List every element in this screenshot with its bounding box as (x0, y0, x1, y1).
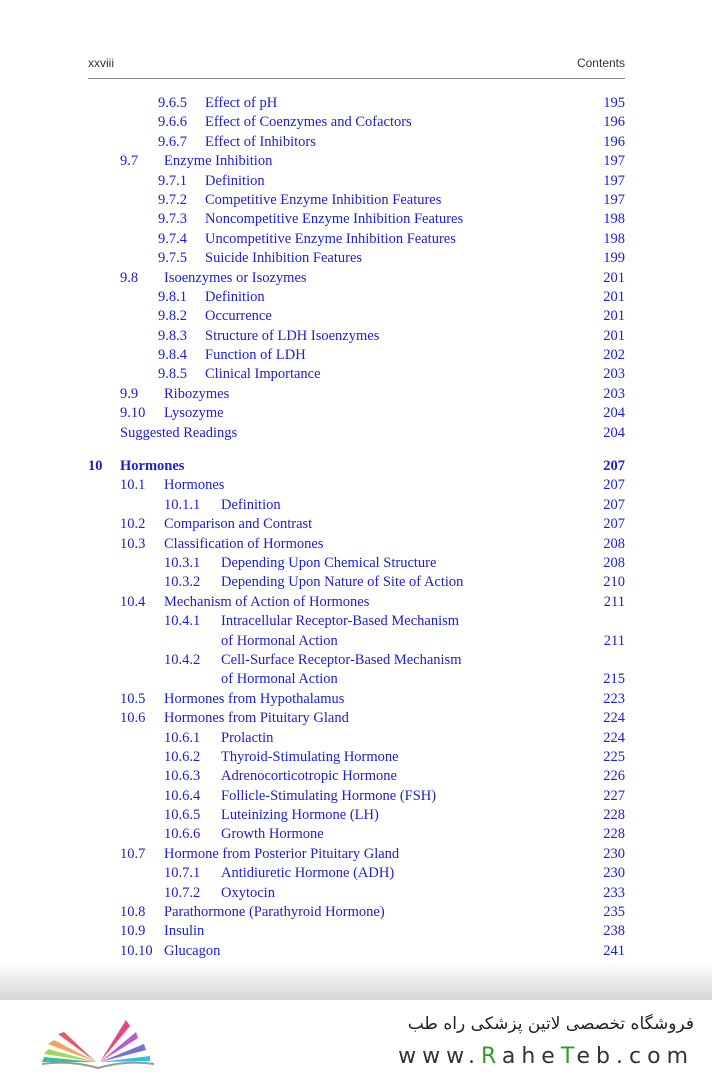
toc-entry-page: 225 (603, 748, 625, 765)
toc-entry-title: Luteinizing Hormone (LH) (221, 807, 379, 824)
toc-entry-page: 208 (603, 535, 625, 552)
toc-entry[interactable] (88, 806, 625, 825)
toc-entry-page: 238 (603, 923, 625, 940)
toc-entry-number: 9.6.7 (158, 133, 187, 150)
toc-entry[interactable] (88, 709, 625, 728)
open-book-logo-icon (38, 1014, 158, 1070)
url-part: www. (398, 1044, 482, 1069)
toc-entry-title: Glucagon (164, 942, 221, 959)
toc-entry-number: 9.6.5 (158, 95, 187, 111)
toc-entry-number: 9.8.3 (158, 327, 187, 344)
toc-entry[interactable] (88, 249, 625, 268)
toc-entry-page: 196 (603, 133, 625, 150)
toc-entry-page: 215 (603, 671, 625, 688)
toc-entry-title: Enzyme Inhibition (164, 153, 273, 170)
toc-entry-number: 9.9 (120, 385, 139, 402)
toc-entry-page: 207 (603, 516, 625, 533)
url-part: T (560, 1044, 577, 1069)
toc-entry-number: 10.6.2 (164, 748, 201, 765)
toc-entry-page: 198 (603, 211, 625, 228)
toc-entry-title: Intracellular Receptor-Based Mechanism (221, 613, 460, 630)
toc-entry[interactable] (88, 385, 625, 404)
toc-entry-number: 9.6.6 (158, 114, 187, 131)
toc-entry-page: 208 (603, 554, 625, 571)
toc-entry[interactable] (88, 133, 625, 152)
toc-entry-page: 196 (603, 114, 625, 131)
toc-entry-number: 10.4.1 (164, 613, 201, 630)
toc-entry-page: 233 (603, 884, 625, 901)
toc-entry-page: 207 (603, 477, 625, 494)
toc-entry-page: 228 (603, 807, 625, 824)
chapter-gap (88, 443, 625, 457)
toc-entry-title: Definition (221, 496, 281, 513)
toc-entry-title: Classification of Hormones (164, 535, 324, 552)
toc-entry-number: 10.3.2 (164, 574, 201, 591)
toc-entry-number: 10.8 (120, 904, 146, 921)
toc-entry-page: 230 (603, 865, 625, 882)
toc-entry-title: Hormones (120, 458, 185, 475)
toc-entry-page: 197 (603, 153, 625, 170)
toc-entry-number: 10.6.6 (164, 826, 201, 843)
toc-entry-title: Hormones from Pituitary Gland (164, 710, 349, 727)
toc-entry-title: Suggested Readings (120, 424, 238, 441)
toc-entry[interactable] (88, 230, 625, 249)
toc-entry[interactable] (88, 327, 625, 346)
toc-entry-page: 227 (603, 787, 625, 804)
toc-entry-number: 9.8.2 (158, 308, 187, 325)
toc-entry-page: 224 (603, 729, 625, 746)
toc-entry[interactable] (88, 496, 625, 515)
toc-entry-title: Parathormone (Parathyroid Hormone) (164, 904, 385, 921)
toc-entry-page: 201 (603, 327, 625, 344)
toc-entry-title: Function of LDH (205, 347, 306, 364)
toc-entry[interactable] (88, 670, 625, 689)
toc-entry-page: 223 (603, 690, 625, 707)
header-rule (88, 78, 625, 79)
toc-entry-title: Definition (205, 288, 265, 305)
toc-entry-title: Ribozymes (164, 385, 230, 402)
toc-entry[interactable] (88, 632, 625, 651)
toc-entry-page: 207 (603, 496, 625, 513)
toc-entry[interactable] (88, 288, 625, 307)
toc-entry-page: 241 (603, 942, 625, 959)
toc-entry-page: 211 (603, 632, 625, 649)
toc-entry-title: Structure of LDH Isoenzymes (205, 327, 380, 344)
toc-entry[interactable] (88, 573, 625, 592)
toc-entry[interactable] (88, 515, 625, 534)
toc-entry[interactable] (88, 690, 625, 709)
toc-entry-title: of Hormonal Action (221, 671, 338, 688)
toc-entry-title: Hormone from Posterior Pituitary Gland (164, 845, 400, 862)
toc-entry-number: 10.6 (120, 710, 146, 727)
toc-entry[interactable] (88, 424, 625, 443)
toc-entry-page: 224 (603, 710, 625, 727)
toc-entry-number: 10.6.4 (164, 787, 201, 804)
toc-entry-page: 228 (603, 826, 625, 843)
toc-entry-page: 230 (603, 845, 625, 862)
toc-entry-page: 210 (603, 574, 625, 591)
toc-entry-page: 202 (603, 347, 625, 364)
toc-entry-number: 9.7.4 (158, 230, 187, 247)
toc-entry-title: Hormones (164, 477, 225, 494)
toc-entry-number: 10.3.1 (164, 554, 201, 571)
toc-entry-title: Cell-Surface Receptor-Based Mechanism (221, 651, 462, 668)
toc-entry-title: Competitive Enzyme Inhibition Features (205, 191, 442, 208)
toc-entry[interactable] (88, 651, 625, 670)
toc-entry-number: 10.1.1 (164, 496, 201, 513)
toc-entry-title: Antidiuretic Hormone (ADH) (221, 865, 395, 882)
toc-entry[interactable] (88, 365, 625, 384)
toc-entry-title: Definition (205, 172, 265, 189)
toc-entry-number: 10.7 (120, 845, 146, 862)
toc-entry-number: 9.8.1 (158, 288, 187, 305)
toc-entry-page: 197 (603, 172, 625, 189)
toc-entry[interactable] (88, 113, 625, 132)
toc-entry[interactable] (88, 825, 625, 844)
toc-entry-number: 9.7 (120, 153, 139, 170)
toc-entry-page: 201 (603, 288, 625, 305)
toc-entry-title: Depending Upon Nature of Site of Action (221, 574, 464, 591)
toc-entry[interactable] (88, 612, 625, 631)
toc-entry-number: 10.7.1 (164, 865, 201, 882)
toc-entry[interactable] (88, 845, 625, 864)
toc-entry-title: Oxytocin (221, 884, 275, 901)
toc-entry-page: 203 (603, 366, 625, 383)
toc-entry-number: 9.8 (120, 269, 139, 286)
toc-entry-page: 195 (603, 95, 625, 111)
toc-entry[interactable] (88, 864, 625, 883)
toc-entry-page: 207 (603, 458, 625, 475)
page-number: xxviii (88, 56, 114, 70)
toc-entry[interactable] (88, 172, 625, 191)
toc-entry[interactable] (88, 152, 625, 171)
store-name: فروشگاه تخصصی لاتین پزشکی راه طب (407, 1014, 694, 1034)
running-head-section: Contents (576, 56, 625, 70)
toc-entry-page: 198 (603, 230, 625, 247)
toc-entry[interactable] (88, 767, 625, 786)
toc-entry-number: 10.4 (120, 593, 146, 610)
toc-entry[interactable] (88, 884, 625, 903)
store-url[interactable] (398, 1044, 694, 1069)
table-of-contents (88, 94, 625, 961)
toc-entry[interactable] (88, 922, 625, 941)
toc-entry-page: 211 (603, 593, 625, 610)
toc-entry-page: 204 (603, 405, 625, 422)
toc-entry-number: 10.6.5 (164, 807, 201, 824)
toc-entry[interactable] (88, 346, 625, 365)
toc-entry-title: Occurrence (205, 308, 272, 325)
toc-entry[interactable] (88, 307, 625, 326)
toc-entry[interactable] (88, 191, 625, 210)
toc-entry[interactable] (88, 729, 625, 748)
toc-entry-title: Suicide Inhibition Features (205, 250, 363, 267)
toc-entry-title: of Hormonal Action (221, 632, 338, 649)
toc-entry-page: 197 (603, 191, 625, 208)
toc-entry[interactable] (88, 554, 625, 573)
toc-entry-title: Depending Upon Chemical Structure (221, 554, 437, 571)
toc-entry[interactable] (88, 404, 625, 423)
toc-entry[interactable] (88, 269, 625, 288)
toc-entry-number: 10.6.3 (164, 768, 201, 785)
toc-entry-title: Comparison and Contrast (164, 516, 313, 533)
toc-entry-number: 10.2 (120, 516, 146, 533)
toc-entry-title: Isoenzymes or Isozymes (164, 269, 307, 286)
toc-entry-title: Adrenocorticotropic Hormone (221, 768, 397, 785)
toc-entry-title: Thyroid-Stimulating Hormone (221, 748, 399, 765)
toc-entry-number: 9.10 (120, 405, 146, 422)
url-part: R (481, 1044, 502, 1069)
toc-entry-title: Effect of pH (205, 95, 278, 111)
toc-entry-title: Hormones from Hypothalamus (164, 690, 345, 707)
watermark-footer (0, 1000, 712, 1079)
toc-entry-page: 203 (603, 385, 625, 402)
toc-entry-title: Growth Hormone (221, 826, 324, 843)
toc-entry-number: 9.7.2 (158, 191, 187, 208)
toc-entry[interactable] (88, 787, 625, 806)
toc-entry-number: 10.6.1 (164, 729, 201, 746)
toc-entry-title: Clinical Importance (205, 366, 321, 383)
toc-entry[interactable] (88, 903, 625, 922)
toc-entry-number: 10.4.2 (164, 651, 201, 668)
toc-entry-number: 10.5 (120, 690, 146, 707)
toc-entry-page: 201 (603, 269, 625, 286)
toc-entry-number: 9.8.4 (158, 347, 187, 364)
toc-entry-number: 10 (88, 458, 103, 475)
toc-entry-title: Lysozyme (164, 405, 224, 422)
toc-entry-number: 9.7.1 (158, 172, 187, 189)
toc-entry-title: Prolactin (221, 729, 274, 746)
url-part: ahe (501, 1044, 561, 1069)
toc-entry[interactable] (88, 942, 625, 961)
toc-entry-title: Uncompetitive Enzyme Inhibition Features (205, 230, 456, 247)
toc-entry-title: Effect of Inhibitors (205, 133, 316, 150)
toc-entry-title: Follicle-Stimulating Hormone (FSH) (221, 787, 437, 804)
toc-entry-title: Noncompetitive Enzyme Inhibition Features (205, 211, 464, 228)
toc-entry-number: 10.7.2 (164, 884, 201, 901)
toc-entry-number: 10.9 (120, 923, 146, 940)
toc-entry[interactable] (88, 94, 625, 113)
toc-entry[interactable] (88, 535, 625, 554)
url-part: eb.com (576, 1044, 694, 1069)
toc-entry-page: 235 (603, 904, 625, 921)
toc-entry-number: 9.8.5 (158, 366, 187, 383)
toc-entry[interactable] (88, 476, 625, 495)
toc-entry-page: 201 (603, 308, 625, 325)
toc-entry[interactable] (88, 457, 625, 476)
toc-entry-title: Effect of Coenzymes and Cofactors (205, 114, 412, 131)
toc-entry-title: Mechanism of Action of Hormones (164, 593, 370, 610)
toc-entry[interactable] (88, 210, 625, 229)
toc-entry-title: Insulin (164, 923, 205, 940)
toc-entry-number: 10.3 (120, 535, 146, 552)
toc-entry-number: 9.7.5 (158, 250, 187, 267)
toc-entry-page: 199 (603, 250, 625, 267)
toc-entry-number: 10.1 (120, 477, 146, 494)
toc-entry-number: 9.7.3 (158, 211, 187, 228)
toc-entry-page: 226 (603, 768, 625, 785)
toc-entry[interactable] (88, 593, 625, 612)
toc-entry-number: 10.10 (120, 942, 153, 959)
toc-entry[interactable] (88, 748, 625, 767)
toc-entry-page: 204 (603, 424, 625, 441)
